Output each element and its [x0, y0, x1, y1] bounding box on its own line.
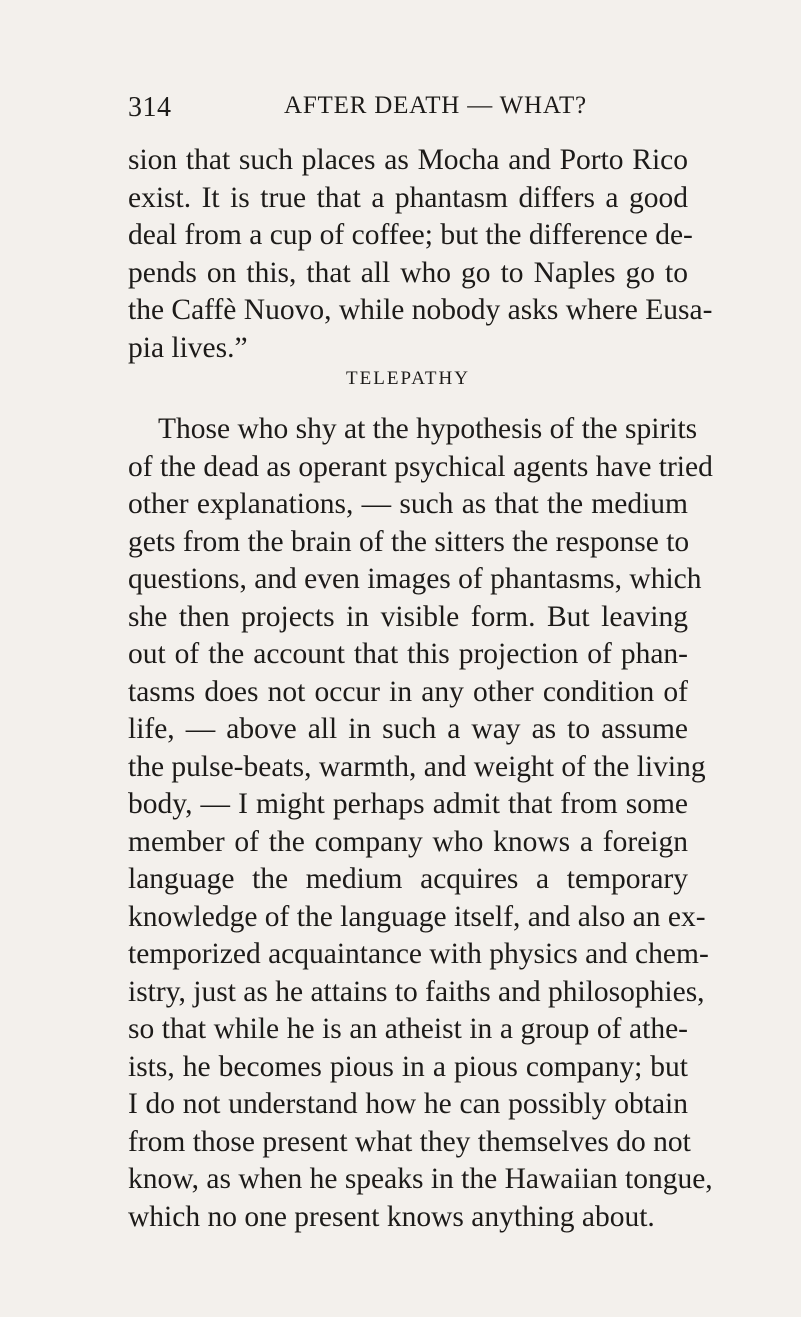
text-line: know, as when he speaks in the Hawaiian tongue,	[128, 1163, 713, 1195]
text-line: ists, he becomes pious in a pious company; but	[128, 1050, 688, 1083]
text-line: questions, and even images of phantasms, which	[128, 563, 702, 595]
text-line: istry, just as he attains to faiths and philosophies,	[128, 975, 705, 1008]
section-paragraph	[128, 411, 713, 1236]
text-line: so that while he is an atheist in a group of athe-	[128, 1013, 688, 1045]
text-line: exist. It is true that a phantasm differs a good	[128, 181, 688, 214]
text-line: of the dead as operant psychical agents have tried	[128, 450, 713, 483]
text-line: I do not understand how he can possibly obtain	[128, 1088, 688, 1120]
text-line: knowledge of the language itself, and also an ex-	[128, 900, 706, 933]
text-line: deal from a cup of coffee; but the difference de-	[128, 219, 693, 251]
running-head	[128, 92, 688, 128]
text-line: from those present what they themselves do not	[128, 1125, 691, 1158]
text-line: Those who shy at the hypothesis of the spirits	[158, 413, 698, 445]
text-line: language the medium acquires a temporary	[128, 863, 688, 895]
text-line: member of the company who knows a foreign	[128, 825, 688, 858]
continued-paragraph	[128, 142, 713, 367]
text-line: temporized acquaintance with physics and chem-	[128, 938, 709, 970]
text-line: the pulse-beats, warmth, and weight of the living	[128, 750, 706, 783]
text-line: pia lives.”	[128, 331, 248, 364]
section-heading: TELEPATHY	[346, 368, 470, 389]
text-line: body, — I might perhaps admit that from some	[128, 788, 688, 820]
text-line: other explanations, — such as that the medium	[128, 488, 688, 520]
text-line: gets from the brain of the sitters the response to	[128, 525, 690, 558]
page-number: 314	[128, 92, 172, 123]
running-title: AFTER DEATH — WHAT?	[284, 92, 587, 119]
text-line: tasms does not occur in any other condition of	[128, 675, 688, 708]
text-line: pends on this, that all who go to Naples go to	[128, 256, 688, 289]
text-line: the Caffè Nuovo, while nobody asks where Eusa-	[128, 294, 713, 326]
text-line: life, — above all in such a way as to assume	[128, 713, 688, 745]
text-line: sion that such places as Mocha and Porto Rico	[128, 144, 688, 176]
text-line: she then projects in visible form. But leaving	[128, 600, 688, 633]
text-line: which no one present knows anything about.	[128, 1200, 655, 1233]
text-line: out of the account that this projection of phan-	[128, 638, 688, 670]
